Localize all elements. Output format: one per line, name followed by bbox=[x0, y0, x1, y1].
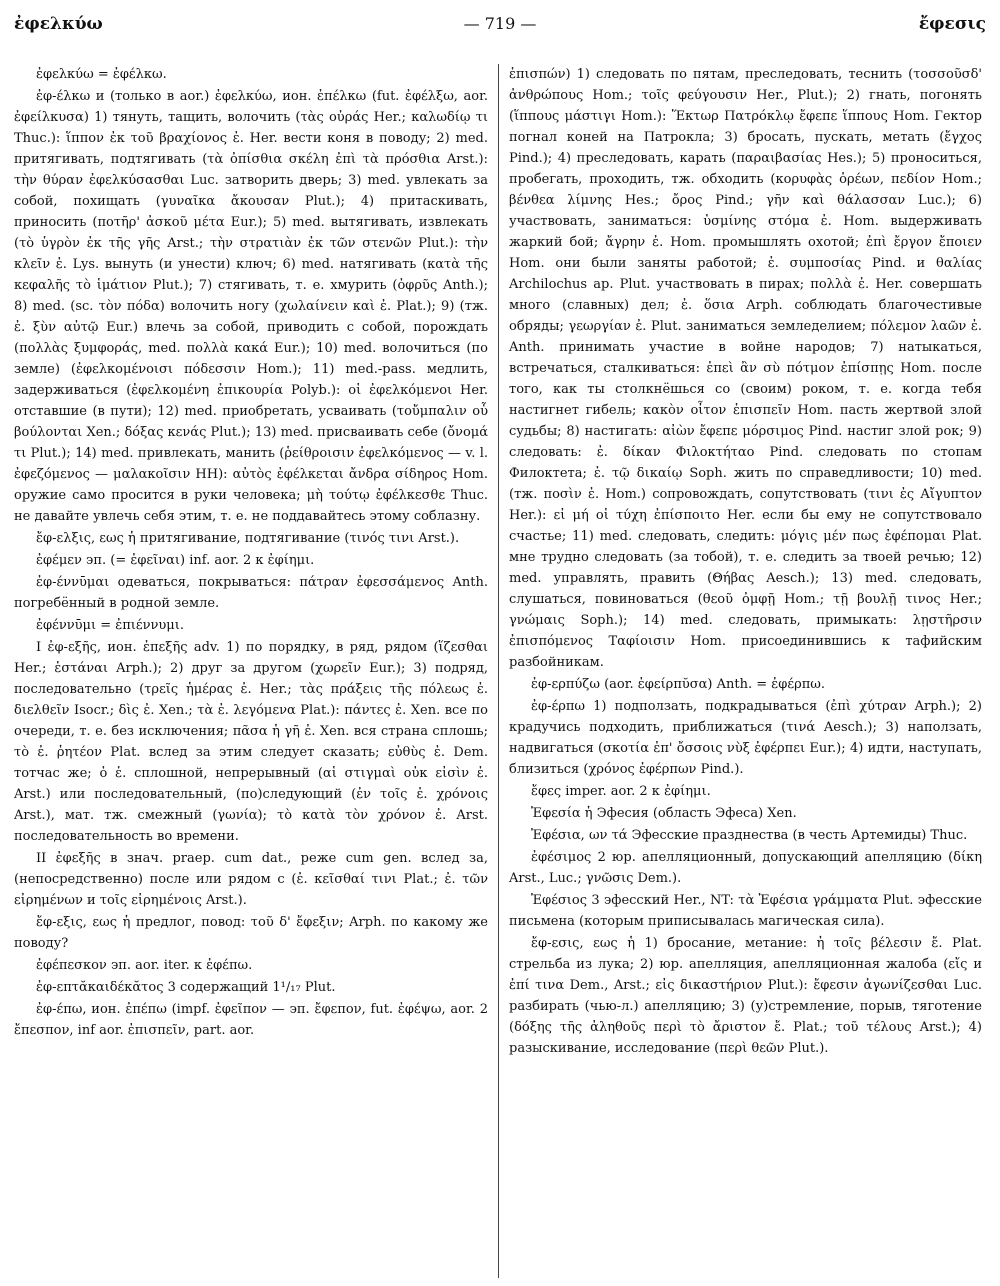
dictionary-entry: ἐφέσιμος 2 юр. апелляционный, допускающий апелляцию (δίκη Arst., Luc.; γνῶσις Dem.). bbox=[509, 850, 982, 886]
dictionary-entry-continuation: ἐπισπών) 1) следовать по пятам, преследовать, теснить (τοσσοῦσδ' ἀνθρώπους Hom.; τοῖς φεύγουσιν Her., Plut.); 2) гнать, погонять (ἵππους μάστιγι Hom.): Ἕκτωρ Πατρόκλῳ ἔφεπε ἵππους Hom. Гектор погнал коней на Патрокла; 3) бросать, пускать, метать (ἔγχος Pind.); 4) преследовать, карать (παραιβασίας Hes.); 5) проноситься, пробегать, проходить, тж. обходить (κορυφὰς ὀρέων, πεδίον Hom.; βένθεα λίμνης Hes.; ὄρος Pind.; γῆν καὶ θάλασσαν Luc.); 6) участвовать, заниматься: ὑσμίνης στόμα ἐ. Hom. выдерживать жаркий бой; ἄγρην ἐ. Hom. промышлять охотой; ἐπὶ ἔργον ἔποιεν Hom. они были заняты работой; ἐ. συμποσίας Pind. и θαλίας Archilochus ap. Plut. участвовать в пирах; πολλὰ ἐ. Her. совершать много (славных) дел; ἐ. ὅσια Arph. соблюдать благочестивые обряды; γεωργίαν ἐ. Plut. заниматься земледелием; πόλεμον λαῶν ἐ. Anth. принимать участие в войне народов; 7) натыкаться, встречаться, сталкиваться: ἐπεὶ ἂν σὺ πότμον ἐπίσπῃς Hom. после того, как ты столкнёшься со (своим) роком, т. е. когда тебя настигнет гибель; κακὸν οἶτον ἐπισπεῖν Hom. пасть жертвой злой судьбы; 8) настигать: αἰὼν ἔφεπε μόρσιμος Pind. настиг злой рок; 9) следовать: ἐ. δίκαν Φιλοκτήταο Pind. следовать по стопам Филоктета; ἐ. τῷ δικαίῳ Soph. жить по справедливости; 10) med. (тж. ποσὶν ἐ. Hom.) сопровождать, сопутствовать (τινι ἐς Αἴγυπτον Her.): εἰ μή οἱ τύχη ἐπίσποιτο Her. если бы ему не сопутствовало счастье; 11) med. следовать, следить: μόγις μέν πως ἐφέπομαι Plat. мне трудно следовать (за тобой), т. е. следить за твоей речью; 12) med. управлять, править (Θήβας Aesch.); 13) med. следовать, слушаться, повиноваться (θεοῦ ὀμφῇ Hom.; τῇ βουλῇ τινος Her.; γνώμαις Soph.); 14) med. следовать, примыкать: λῃστῆρσιν ἐπισπόμενος Ταφίοισιν Hom. присоединившись к тафийским разбойникам. bbox=[509, 67, 982, 670]
dictionary-entry: ἐφ-ερπύζω (aor. ἐφείρπῠσα) Anth. = ἐφέρπω. bbox=[531, 677, 826, 692]
dictionary-entry: Ἐφέσια, ων τά Эфесские празднества (в честь Артемиды) Thuc. bbox=[531, 828, 968, 843]
left-column bbox=[14, 64, 498, 1278]
dictionary-entry: ἐφ-έννῡμαι одеваться, покрываться: πάτραν ἐφεσσάμενος Anth. погребённый в родной земле. bbox=[14, 575, 488, 611]
dictionary-entry: ἐφ-έπω, ион. ἐπέπω (impf. ἐφεῖπον — эп. ἔφεπον, fut. ἐφέψω, aor. 2 ἔπεσπον, inf aor. ἐπισπεῖν, part. aor. bbox=[14, 1002, 488, 1038]
dictionary-entry: ἐφ-έλκω и (только в aor.) ἐφελκύω, ион. ἐπέλκω (fut. ἐφέλξω, aor. ἐφείλκυσα) 1) тянуть, тащить, волочить (τὰς οὐράς Her.; καλωδίῳ τι Thuc.): ἵππον ἐκ τοῦ βραχίονος ἐ. Her. вести коня в поводу; 2) med. притягивать, подтягивать (τὰ ὀπίσθια σκέλη ἐπὶ τὰ πρόσθια Arst.): τὴν θύραν ἐφελκύσασθαι Luc. затворить дверь; 3) med. увлекать за собой, похищать (γυναῖκα ἄκουσαν Plut.); 4) притаскивать, приносить (ποτῆρ' ἀσκοῦ μέτα Eur.); 5) med. вытягивать, извлекать (τὸ ὑγρὸν ἐκ τῆς γῆς Arst.; τὴν στρατιὰν ἐκ τῶν στενῶν Plut.): τὴν κλεῖν ἐ. Lys. вынуть (и унести) ключ; 6) med. натягивать (κατὰ τῆς κεφαλῆς τὸ ἱμάτιον Plut.); 7) стягивать, т. е. хмурить (ὀφρῦς Anth.); 8) med. (sc. τὸν πόδα) волочить ногу (χωλαίνειν καὶ ἐ. Plat.); 9) (тж. ἐ. ξὺν αὐτῷ Eur.) влечь за собой, приводить с собой, порождать (πολλὰς ξυμφοράς, med. πολλὰ κακά Eur.); 10) med. волочиться (по земле) (ἐφελκομένοισι πόδεσσιν Hom.); 11) med.-pass. медлить, задерживаться (ἐφελκομένη ἐπικουρία Polyb.): οἱ ἐφελκόμενοι Her. отставшие (в пути); 12) med. приобретать, усваивать (τοὔμπαλιν οὗ βούλονται Xen.; δόξας κενάς Plut.); 13) med. присваивать себе (ὄνομά τι Plut.); 14) med. привлекать, манить (ῥείθροισιν ἐφελκόμενος — v. l. ἐφεζόμενος — μαλακοῖσιν HH): αὐτὸς ἐφέλκεται ἄνδρα σίδηρος Hom. оружие само просится в руки человека; μὴ τούτῳ ἐφέλκεσθε Thuc. не давайте увлечь себя этим, т. е. не поддавайтесь этому соблазну. bbox=[14, 89, 488, 524]
right-column bbox=[498, 64, 982, 1278]
text-columns bbox=[14, 64, 986, 1278]
dictionary-entry: ἔφ-εσις, εως ἡ 1) бросание, метание: ἡ τοῖς βέλεσιν ἔ. Plat. стрельба из лука; 2) юр. апелляция, апелляционная жалоба (εἴς и ἐπί τινα Dem., Arst.; εἰς δικαστήριον Plut.): ἔφεσιν ἀγωνίζεσθαι Luc. разбирать (чью-л.) апелляцию; 3) (у)стремление, порыв, тяготение (δόξης τῆς ἀληθοῦς περὶ τὸ ἄριστον ἔ. Plat.; τοῦ τέλους Arst.); 4) разыскивание, исследование (περὶ θεῶν Plut.). bbox=[509, 936, 982, 1056]
dictionary-entry: ἐφ-έρπω 1) подползать, подкрадываться (ἐπὶ χύτραν Arph.); 2) крадучись подходить, приближаться (τινά Aesch.); 3) наползать, надвигаться (σκοτία ἐπ' ὄσσοις νὺξ ἐφέρπει Eur.); 4) идти, наступать, близиться (χρόνος ἐφέρπων Pind.). bbox=[509, 699, 982, 777]
dictionary-entry: I ἐφ-εξῆς, ион. ἐπεξῆς adv. 1) по порядку, в ряд, рядом (ἵζεσθαι Her.; ἑστάναι Arph.); 2) друг за другом (χωρεῖν Eur.); 3) подряд, последовательно (τρεῖς ἡμέρας ἐ. Her.; τὰς πράξεις τῆς πόλεως ἐ. διελθεῖν Isocr.; δὶς ἐ. Xen.; τὰ ἐ. λεγόμενα Plat.): πάντες ἐ. Xen. все по очереди, т. е. без исключения; πᾶσα ἡ γῆ ἐ. Xen. вся страна сплошь; τὸ ἐ. ῥητέον Plat. вслед за этим следует сказать; εὐθὺς ἐ. Dem. тотчас же; ὁ ἐ. сплошной, непрерывный (αἱ στιγμαὶ οὐκ εἰσὶν ἐ. Arst.) или последовательный, (по)следующий (ἐν τοῖς ἐ. χρόνοις Arst.), мат. тж. смежный (γωνία); τὸ κατὰ τὸν χρόνον ἐ. Arst. последовательность во времени. bbox=[14, 640, 488, 844]
dictionary-entry: Ἐφέσιος 3 эфесский Her., NT: τὰ Ἐφέσια γράμματα Plut. эфесские письмена (которым приписывалась магическая сила). bbox=[509, 893, 982, 929]
dictionary-entry: ἔφ-εξις, εως ἡ предлог, повод: τοῦ δ' ἔφεξιν; Arph. по какому же поводу? bbox=[14, 915, 488, 951]
dictionary-entry: ἐφέννῡμι = ἐπιέννυμι. bbox=[36, 618, 184, 633]
dictionary-entry: ἔφ-ελξις, εως ἡ притягивание, подтягивание (τινός τινι Arst.). bbox=[36, 531, 460, 546]
dictionary-entry: II ἐφεξῆς в знач. praep. cum dat., реже cum gen. вслед за, (непосредственно) после или рядом с (ἐ. κεῖσθαί τινι Plat.; ἐ. τῶν εἰρημένων и τοῖς εἰρημένοις Arst.). bbox=[14, 851, 488, 908]
dictionary-entry: ἐφέμεν эп. (= ἐφεῖναι) inf. aor. 2 к ἐφίημι. bbox=[36, 553, 315, 568]
header-right-word: ἔφεσις bbox=[918, 14, 986, 34]
dictionary-entry: ἐφέπεσκον эп. aor. iter. к ἐφέπω. bbox=[36, 958, 253, 973]
dictionary-entry: ἐφ-επτᾰκαιδέκᾰτος 3 содержащий 1¹/₁₇ Plut. bbox=[36, 980, 336, 995]
dictionary-entry: ἐφελκύω = ἐφέλκω. bbox=[36, 67, 167, 82]
dictionary-entry: ἔφες imper. aor. 2 к ἐφίημι. bbox=[531, 784, 711, 799]
dictionary-entry: Ἐφεσία ἡ Эфесия (область Эфеса) Xen. bbox=[531, 806, 797, 821]
running-head bbox=[14, 14, 986, 44]
header-left-word: ἐφελκύω bbox=[14, 14, 103, 34]
page-number: — 719 — bbox=[463, 14, 537, 33]
